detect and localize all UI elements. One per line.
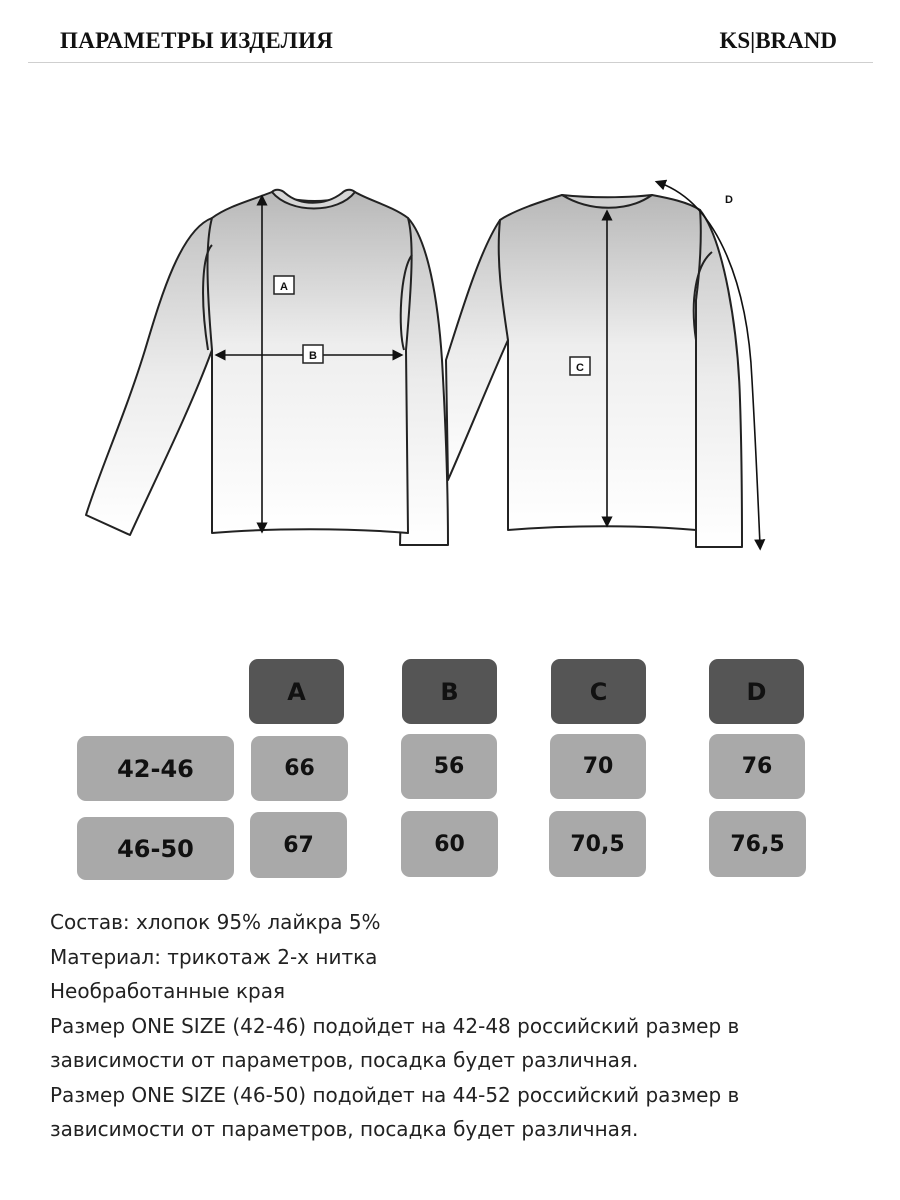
front-left-sleeve — [86, 218, 212, 535]
label-c — [570, 357, 590, 375]
table-cell-c: 70,5 — [549, 811, 646, 877]
size-note-line: Размер ONE SIZE (42-46) подойдет на 42-48 российский размер в — [50, 1013, 740, 1038]
label-c-text: C — [576, 362, 584, 374]
size-row-label: 46-50 — [77, 817, 234, 880]
size-note-line: зависимости от параметров, посадка будет различная. — [50, 1117, 639, 1141]
table-cell-d: 76,5 — [709, 811, 806, 877]
table-cell-d: 76 — [709, 734, 805, 799]
column-header-a: A — [249, 659, 344, 724]
composition-line: Состав: хлопок 95% лайкра 5% — [50, 910, 381, 934]
product-description — [50, 905, 870, 1147]
size-row-label: 42-46 — [77, 736, 234, 801]
size-note-line: зависимости от параметров, посадка будет различная. — [50, 1048, 639, 1072]
table-cell-b: 60 — [401, 811, 498, 877]
label-b-text: B — [309, 350, 317, 362]
sweater-front-view — [86, 190, 448, 545]
label-b — [303, 345, 323, 363]
garment-measurement-diagram — [0, 150, 900, 570]
table-cell-a: 66 — [251, 736, 348, 801]
brand-logo: KS|BRAND — [719, 28, 837, 53]
column-header-c: C — [551, 659, 646, 724]
page-title: ПАРАМЕТРЫ ИЗДЕЛИЯ — [60, 28, 334, 53]
table-cell-a: 67 — [250, 812, 347, 878]
back-body — [499, 195, 701, 530]
column-header-d: D — [709, 659, 804, 724]
size-note-line: Размер ONE SIZE (46-50) подойдет на 44-52 российский размер в — [50, 1082, 740, 1107]
table-cell-c: 70 — [550, 734, 646, 799]
label-a — [274, 276, 294, 294]
edges-line: Необработанные края — [50, 979, 286, 1003]
back-right-sleeve — [696, 210, 742, 547]
label-d-text: D — [725, 194, 733, 206]
page-header — [28, 0, 873, 63]
column-header-b: B — [402, 659, 497, 724]
table-cell-b: 56 — [401, 734, 497, 799]
label-a-text: A — [280, 281, 288, 293]
material-line: Материал: трикотаж 2-х нитка — [50, 944, 378, 969]
sweater-back-view — [446, 195, 742, 547]
